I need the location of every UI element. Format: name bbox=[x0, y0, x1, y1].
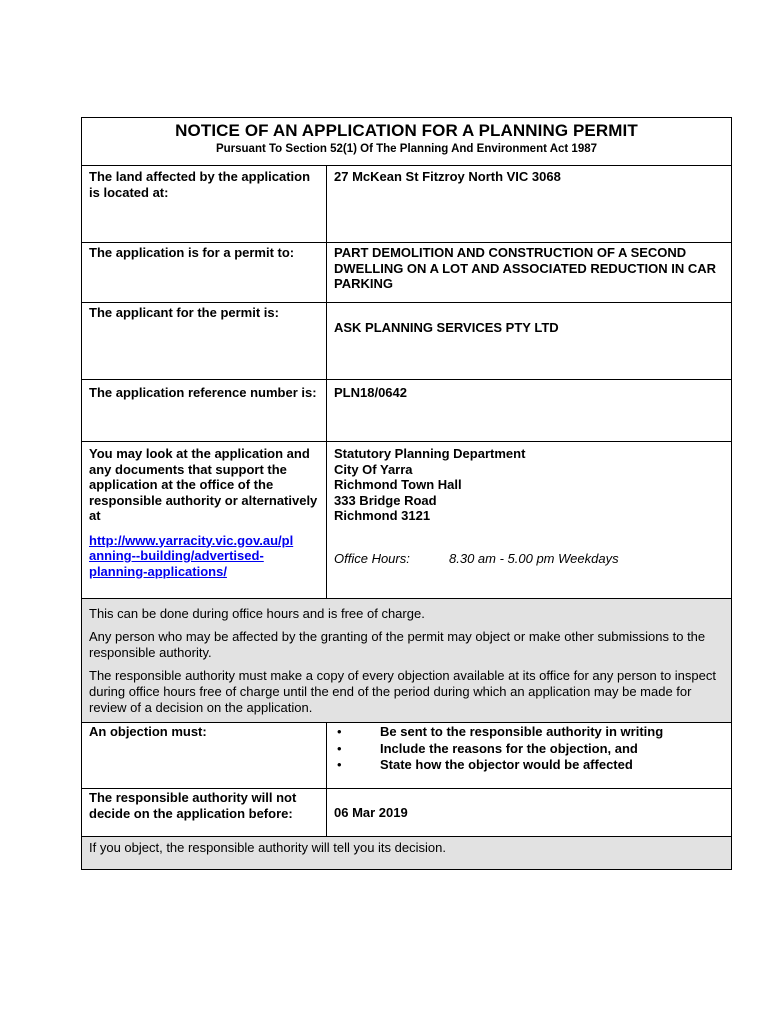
council-website-link[interactable] bbox=[89, 533, 320, 580]
inspect-label: You may look at the application and any documents that support the application at the office of the responsible authority or alternatively at bbox=[89, 446, 318, 523]
objection-label: An objection must: bbox=[82, 723, 327, 788]
info-section bbox=[82, 599, 731, 723]
objection-list bbox=[327, 723, 731, 788]
list-item: • Be sent to the responsible authority in writing bbox=[337, 724, 664, 739]
applicant-label: The applicant for the permit is: bbox=[82, 303, 327, 379]
office-hours-label: Office Hours: bbox=[334, 550, 410, 566]
notice-title: NOTICE OF AN APPLICATION FOR A PLANNING PERMIT bbox=[175, 121, 638, 140]
info-paragraph: This can be done during office hours and is free of charge. bbox=[89, 606, 425, 621]
office-hours bbox=[334, 551, 725, 567]
link-line-2[interactable]: anning--building/advertised- bbox=[89, 548, 264, 563]
footer-note: If you object, the responsible authority will tell you its decision. bbox=[89, 840, 446, 855]
land-label: The land affected by the application is located at: bbox=[82, 166, 327, 242]
planning-notice bbox=[81, 117, 732, 870]
info-paragraph: The responsible authority must make a copy of every objection available at its office for any person to inspect during office hours free of charge until the end of the period during which an application may be made for review of a decision on the application. bbox=[89, 668, 716, 715]
permit-label: The application is for a permit to: bbox=[82, 243, 327, 302]
permit-row bbox=[82, 243, 731, 303]
reference-value: PLN18/0642 bbox=[334, 385, 407, 400]
footer-note-section bbox=[82, 837, 731, 869]
permit-value: PART DEMOLITION AND CONSTRUCTION OF A SECOND DWELLING ON A LOT AND ASSOCIATED REDUCTION IN CAR PARKING bbox=[334, 245, 717, 291]
reference-label: The application reference number is: bbox=[82, 380, 327, 441]
link-line-3[interactable]: planning-applications/ bbox=[89, 563, 227, 579]
decide-row bbox=[82, 789, 731, 837]
address-line: Richmond 3121 bbox=[334, 508, 431, 523]
inspect-left bbox=[82, 442, 327, 598]
link-line-1[interactable]: http://www.yarracity.vic.gov.au/pl bbox=[89, 532, 294, 548]
decide-label: The responsible authority will not decide on the application before: bbox=[82, 789, 327, 836]
reference-row bbox=[82, 380, 731, 442]
office-hours-value: 8.30 am - 5.00 pm Weekdays bbox=[449, 550, 619, 566]
inspect-row bbox=[82, 442, 731, 599]
objection-row bbox=[82, 723, 731, 789]
address-line: Richmond Town Hall bbox=[334, 477, 462, 492]
notice-subtitle: Pursuant To Section 52(1) Of The Planning And Environment Act 1987 bbox=[215, 143, 598, 155]
inspect-right bbox=[327, 442, 731, 598]
list-item: • State how the objector would be affected bbox=[337, 757, 633, 772]
land-value: 27 McKean St Fitzroy North VIC 3068 bbox=[334, 169, 561, 184]
address-line: Statutory Planning Department bbox=[334, 446, 526, 461]
info-paragraph: Any person who may be affected by the granting of the permit may object or make other submissions to the responsible authority. bbox=[89, 629, 706, 660]
address-line: 333 Bridge Road bbox=[334, 492, 437, 508]
applicant-value: ASK PLANNING SERVICES PTY LTD bbox=[334, 320, 559, 335]
land-row bbox=[82, 166, 731, 243]
decide-value: 06 Mar 2019 bbox=[334, 805, 408, 820]
notice-header bbox=[82, 118, 731, 166]
applicant-row bbox=[82, 303, 731, 380]
address-line: City Of Yarra bbox=[334, 461, 413, 477]
list-item: • Include the reasons for the objection, and bbox=[337, 740, 638, 756]
